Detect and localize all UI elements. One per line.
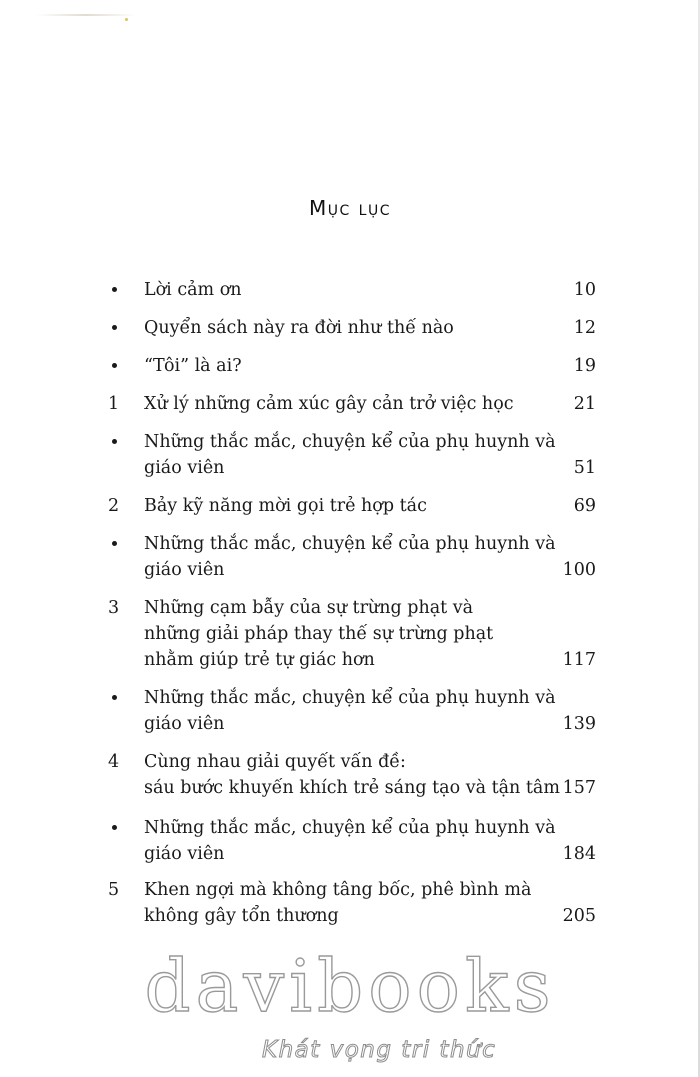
toc-entry-line: Những thắc mắc, chuyện kể của phụ huynh và [144, 818, 556, 838]
toc-page-number: 139 [562, 714, 596, 734]
toc-entry-title [144, 315, 544, 341]
toc-entry-line: Những thắc mắc, chuyện kể của phụ huynh và [144, 432, 556, 452]
toc-entry[interactable] [108, 315, 596, 341]
toc-entry-line: những giải pháp thay thế sự trừng phạt [144, 624, 494, 644]
toc-entry[interactable] [108, 493, 596, 519]
bullet-dot [112, 325, 117, 330]
bullet-icon [108, 315, 128, 341]
toc-entry-line: Những thắc mắc, chuyện kể của phụ huynh và [144, 534, 556, 554]
toc-entry-title [144, 353, 544, 379]
bullet-dot [112, 363, 117, 368]
toc-entry-line: Khen ngợi mà không tâng bốc, phê bình mà [144, 880, 532, 900]
toc-entry[interactable] [108, 815, 596, 867]
toc-entry[interactable] [108, 391, 596, 417]
toc-entry[interactable] [108, 277, 596, 303]
toc-entry-line: không gây tổn thương [144, 906, 339, 926]
toc-page-number: 100 [562, 560, 596, 580]
bullet-dot [112, 825, 117, 830]
toc-entry-title [144, 493, 544, 519]
bullet-icon [108, 277, 128, 303]
chapter-number: 4 [108, 752, 120, 772]
toc-entry-title [144, 749, 560, 801]
toc-page-number: 12 [573, 318, 596, 338]
chapter-number: 1 [108, 394, 120, 414]
page-title: Mục lục [309, 196, 391, 220]
toc-entry-line: giáo viên [144, 458, 225, 478]
toc-entry-title [144, 429, 556, 481]
toc-page-number: 51 [573, 458, 596, 478]
toc-entry-title [144, 277, 544, 303]
toc-page-number: 21 [573, 394, 596, 414]
toc-entry-line: Lời cảm ơn [144, 280, 242, 300]
chapter-number: 3 [108, 598, 120, 618]
bullet-icon [108, 353, 128, 379]
bullet-dot [112, 695, 117, 700]
toc-page-number: 205 [562, 906, 596, 926]
toc-page-number: 19 [573, 356, 596, 376]
toc-page-number: 10 [573, 280, 596, 300]
toc-entry[interactable] [108, 595, 596, 673]
toc-entry-title [144, 685, 556, 737]
toc-entry-line: giáo viên [144, 560, 225, 580]
toc-entry-line: giáo viên [144, 844, 225, 864]
watermark-tagline: Khát vọng tri thức [262, 1037, 497, 1063]
toc-entry-line: Cùng nhau giải quyết vấn đề: [144, 752, 406, 772]
bullet-dot [112, 287, 117, 292]
toc-entry-line: giáo viên [144, 714, 225, 734]
toc-entry[interactable] [108, 877, 596, 929]
chapter-number: 5 [108, 880, 120, 900]
bullet-icon [108, 429, 128, 455]
chapter-number: 2 [108, 496, 120, 516]
toc-entry-title [144, 877, 544, 929]
toc-entry-title [144, 531, 556, 583]
bullet-icon [108, 531, 128, 557]
toc-entry-line: Quyển sách này ra đời như thế nào [144, 318, 454, 338]
toc-entry-line: Những thắc mắc, chuyện kể của phụ huynh và [144, 688, 556, 708]
watermark-brand: davibooks [144, 944, 556, 1028]
toc-entry-line: Xử lý những cảm xúc gây cản trở việc học [144, 394, 514, 414]
toc-entry[interactable] [108, 429, 596, 481]
toc-entry-line: Những cạm bẫy của sự trừng phạt và [144, 598, 474, 618]
bullet-dot [112, 439, 117, 444]
bullet-icon [108, 815, 128, 841]
toc-entry-title [144, 815, 556, 867]
toc-entry-line: “Tôi” là ai? [144, 356, 242, 376]
toc-entry-title [144, 391, 544, 417]
bullet-icon [108, 685, 128, 711]
toc-entry[interactable] [108, 353, 596, 379]
toc-page-number: 69 [573, 496, 596, 516]
toc-entry[interactable] [108, 531, 596, 583]
toc-entry-line: Bảy kỹ năng mời gọi trẻ hợp tác [144, 496, 427, 516]
bullet-dot [112, 541, 117, 546]
toc-entry[interactable] [108, 685, 596, 737]
toc-page-number: 117 [562, 650, 596, 670]
toc-entry[interactable] [108, 749, 596, 801]
toc-entry-line: sáu bước khuyến khích trẻ sáng tạo và tận tâm [144, 778, 560, 798]
toc-entry-line: nhằm giúp trẻ tự giác hơn [144, 650, 375, 670]
toc-entry-title [144, 595, 544, 673]
toc-page-number: 157 [562, 778, 596, 798]
toc-page-number: 184 [562, 844, 596, 864]
